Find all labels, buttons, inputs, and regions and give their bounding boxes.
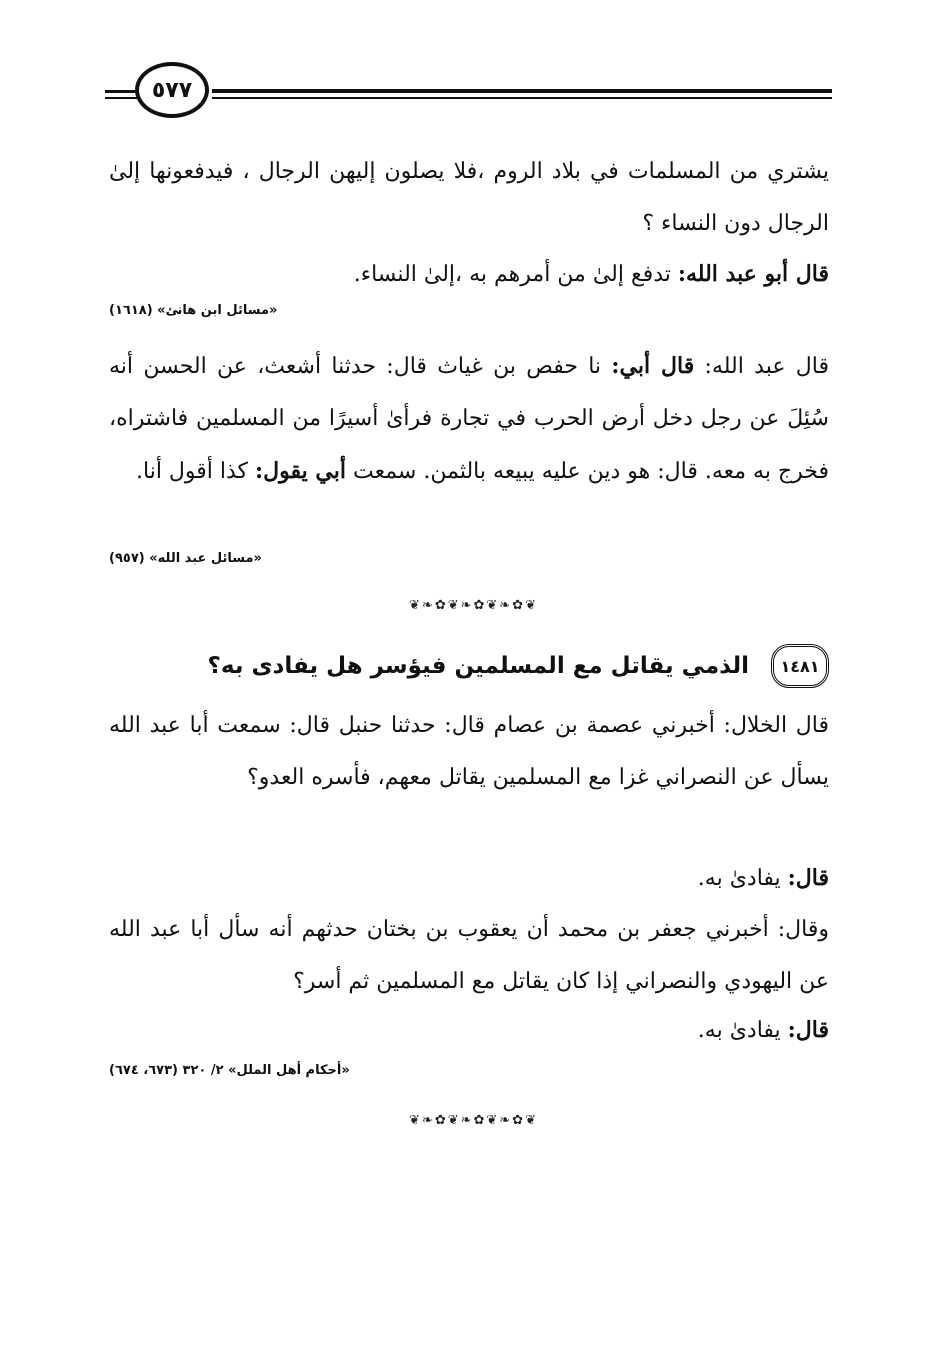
- paragraph: [109, 340, 829, 498]
- speaker-label: أبي يقول:: [255, 458, 346, 484]
- page-number: ٥٧٧: [135, 62, 209, 118]
- section-title: الذمي يقاتل مع المسلمين فيؤسر هل يفادى به؟: [207, 653, 749, 679]
- speaker-label: قال:: [787, 1017, 829, 1043]
- header-rule: [212, 89, 832, 93]
- ornament-divider: ❦❧✿❦❧✿❦❧✿❦: [409, 1113, 538, 1128]
- paragraph-text: نا حفص بن غياث قال: حدثنا أشعث، عن الحسن أنه سُئِلَ عن رجل دخل أرض الحرب في تجارة فرأىٰ أسيرًا من المسلمين فاشتراه، فخرج به معه. قال: هو دين عليه يبيعه بالثمن. سمعت: [109, 354, 829, 484]
- source-citation: «مسائل عبد الله» (٩٥٧): [109, 551, 262, 566]
- source-citation: «أحكام أهل الملل» ٢/ ٣٢٠ (٦٧٣، ٦٧٤): [109, 1063, 350, 1078]
- paragraph-text: كذا أقول أنا.: [136, 459, 256, 484]
- paragraph: [109, 852, 829, 905]
- speaker-label: قال:: [787, 865, 829, 891]
- section-heading: [109, 640, 829, 692]
- source-citation: «مسائل ابن هانئ» (١٦١٨): [109, 303, 278, 318]
- paragraph: [109, 248, 829, 301]
- paragraph: يشتري من المسلمات في بلاد الروم ،فلا يصلون إليهن الرجال ، فيدفعونها إلىٰ الرجال دون النساء ؟: [109, 159, 829, 236]
- ornament-divider: ❦❧✿❦❧✿❦❧✿❦: [409, 598, 538, 613]
- header-rule: [105, 90, 137, 93]
- paragraph: [109, 1004, 829, 1057]
- paragraph-text: يفادىٰ به.: [697, 1018, 788, 1043]
- speaker-label: قال أبو عبد الله:: [677, 261, 829, 287]
- paragraph-text: يفادىٰ به.: [697, 866, 788, 891]
- paragraph-text: تدفع إلىٰ من أمرهم به ،إلىٰ النساء.: [353, 262, 678, 287]
- header-rule: [105, 97, 137, 99]
- paragraph: قال الخلال: أخبرني عصمة بن عصام قال: حدثنا حنبل قال: سمعت أبا عبد الله يسأل عن النصراني غزا مع المسلمين يقاتل معهم، فأسره العدو؟: [109, 713, 829, 790]
- section-number-badge: ١٤٨١: [771, 644, 829, 688]
- speaker-label: قال أبي:: [611, 353, 695, 379]
- paragraph-text: قال عبد الله:: [694, 354, 829, 379]
- paragraph: وقال: أخبرني جعفر بن محمد أن يعقوب بن بختان حدثهم أنه سأل أبا عبد الله عن اليهودي والنصراني إذا كان يقاتل مع المسلمين ثم أسر؟: [109, 917, 829, 994]
- header-rule: [212, 97, 832, 99]
